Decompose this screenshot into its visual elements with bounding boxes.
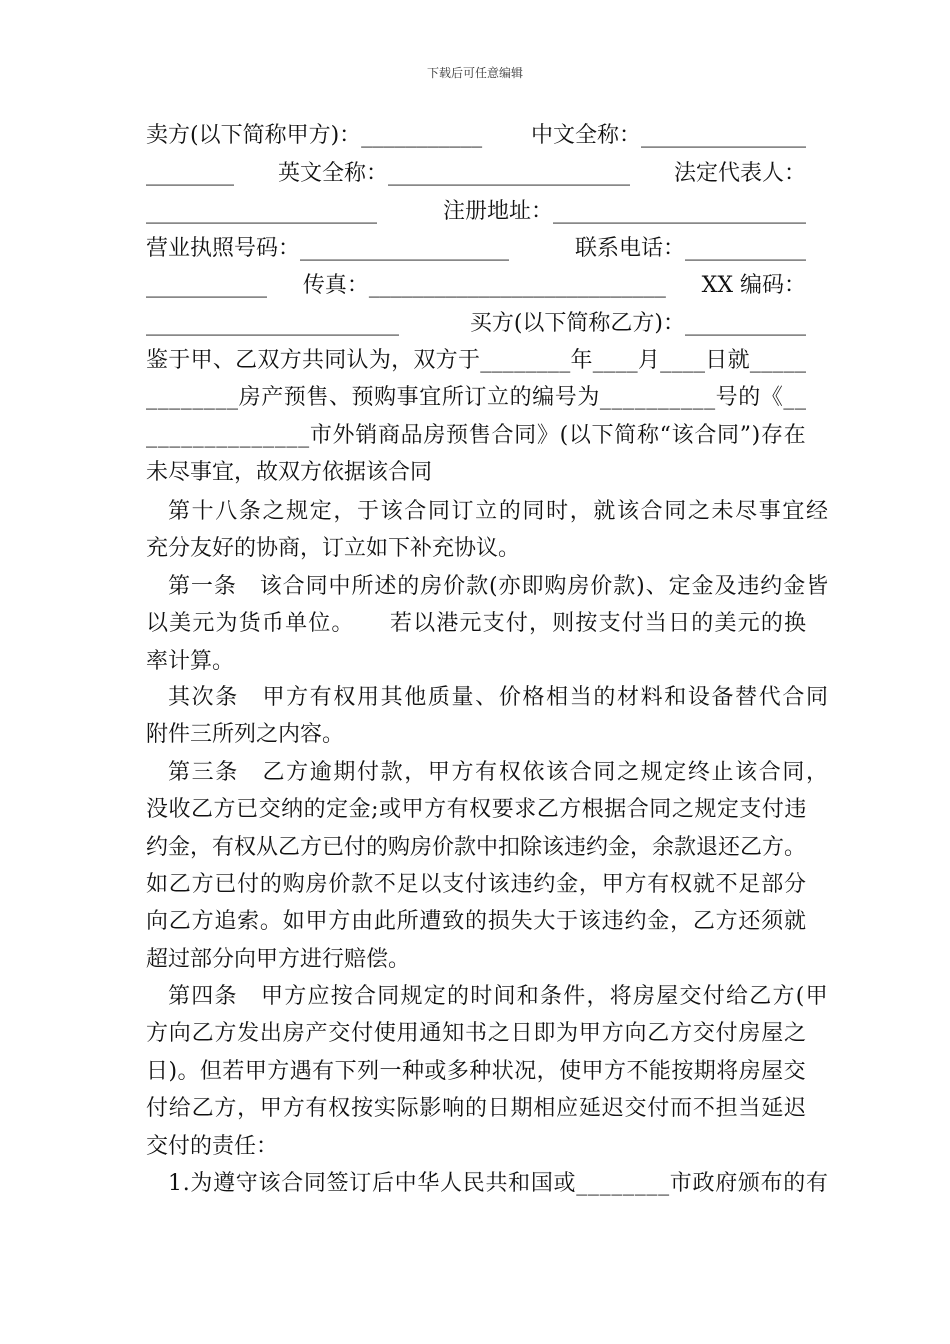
text-segment: 充分友好的协商，订立如下补充协议。 bbox=[146, 536, 521, 561]
text-segment: ___________ bbox=[146, 273, 267, 298]
text-line bbox=[146, 156, 806, 192]
text-segment: ________房产预售、预购事宜所订立的编号为__________号的《__ bbox=[146, 385, 807, 410]
text-line bbox=[146, 531, 806, 567]
text-segment: ______________市外销商品房预售合同》(以下简称“该合同”)存在 bbox=[146, 423, 807, 448]
text-segment: 买方(以下简称乙方)：___________ bbox=[469, 311, 806, 336]
text-line bbox=[146, 979, 828, 1015]
text-segment: ________ bbox=[146, 161, 234, 186]
page-header: 下载后可任意编辑 bbox=[426, 66, 523, 80]
text-segment: 1.为遵守该合同签订后中华人民共和国或________市政府颁布的有 bbox=[168, 1171, 829, 1196]
text-line bbox=[146, 343, 806, 379]
text-line bbox=[146, 717, 806, 753]
text-line bbox=[146, 455, 806, 491]
text-line bbox=[146, 606, 806, 642]
text-segment: 第十八条之规定，于该合同订立的同时，就该合同之未尽事宜经 bbox=[168, 499, 830, 524]
text-segment: 英文全称：______________________ bbox=[277, 161, 630, 186]
text-segment: 没收乙方已交纳的定金;或甲方有权要求乙方根据合同之规定支付违 bbox=[146, 797, 807, 822]
text-line bbox=[146, 494, 828, 530]
text-line bbox=[146, 867, 806, 903]
text-segment: 传真：___________________________ bbox=[302, 273, 666, 298]
text-segment: 未尽事宜，故双方依据该合同 bbox=[146, 460, 433, 485]
text-segment: 向乙方追索。如甲方由此所遭致的损失大于该违约金，乙方还须就 bbox=[146, 909, 807, 934]
text-segment: 以美元为货币单位。 若以港元支付，则按支付当日的美元的换 bbox=[146, 611, 808, 636]
text-line bbox=[146, 755, 828, 791]
text-line bbox=[146, 118, 806, 154]
text-segment: 中文全称：_______________ bbox=[530, 123, 806, 148]
text-segment: 其次条 甲方有权用其他质量、价格相当的材料和设备替代合同 bbox=[168, 685, 830, 710]
text-line bbox=[146, 644, 806, 680]
text-segment: 日)。但若甲方遇有下列一种或多种状况，使甲方不能按期将房屋交 bbox=[146, 1059, 807, 1084]
text-line bbox=[146, 1091, 806, 1127]
text-line bbox=[146, 830, 806, 866]
text-segment: 约金，有权从乙方已付的购房价款中扣除该违约金，余款退还乙方。 bbox=[146, 835, 807, 860]
text-segment: 法定代表人： bbox=[673, 161, 806, 186]
text-segment: 率计算。 bbox=[146, 649, 235, 674]
text-segment: _______________________ bbox=[146, 311, 399, 336]
text-segment: 方向乙方发出房产交付使用通知书之日即为甲方向乙方交付房屋之 bbox=[146, 1021, 807, 1046]
text-line bbox=[146, 194, 806, 230]
text-segment: 第三条 乙方逾期付款，甲方有权依该合同之规定终止该合同， bbox=[168, 760, 830, 785]
text-line bbox=[146, 1054, 806, 1090]
text-line bbox=[146, 792, 806, 828]
text-line bbox=[146, 306, 806, 342]
text-segment: 鉴于甲、乙双方共同认为，双方于________年____月____日就_____ bbox=[146, 348, 807, 373]
text-segment: 联系电话：___________ bbox=[574, 236, 806, 261]
text-line bbox=[146, 268, 806, 304]
text-line bbox=[146, 418, 806, 454]
text-line bbox=[146, 231, 806, 267]
text-segment: XX 编码： bbox=[701, 273, 806, 298]
text-segment: 付给乙方，甲方有权按实际影响的日期相应延迟交付而不担当延迟 bbox=[146, 1096, 807, 1121]
text-segment: 第四条 甲方应按合同规定的时间和条件，将房屋交付给乙方(甲 bbox=[168, 984, 829, 1009]
text-segment: 如乙方已付的购房价款不足以支付该违约金，甲方有权就不足部分 bbox=[146, 872, 807, 897]
text-segment: 卖方(以下简称甲方)：___________ bbox=[146, 123, 483, 148]
text-segment: 交付的责任： bbox=[146, 1134, 279, 1159]
text-line bbox=[146, 680, 828, 716]
text-line bbox=[146, 569, 828, 605]
text-segment: _____________________ bbox=[146, 199, 377, 224]
text-line bbox=[146, 380, 806, 416]
text-line bbox=[146, 1129, 806, 1165]
text-segment: 第一条 该合同中所述的房价款(亦即购房价款)、定金及违约金皆 bbox=[168, 574, 830, 599]
text-segment: 超过部分向甲方进行赔偿。 bbox=[146, 947, 411, 972]
text-segment: 注册地址：_______________________ bbox=[442, 199, 806, 224]
text-line bbox=[146, 942, 806, 978]
text-line bbox=[146, 1016, 806, 1052]
text-line bbox=[146, 904, 806, 940]
text-segment: 附件三所列之内容。 bbox=[146, 722, 345, 747]
text-line bbox=[146, 1166, 828, 1202]
text-segment: 营业执照号码：___________________ bbox=[146, 236, 510, 261]
